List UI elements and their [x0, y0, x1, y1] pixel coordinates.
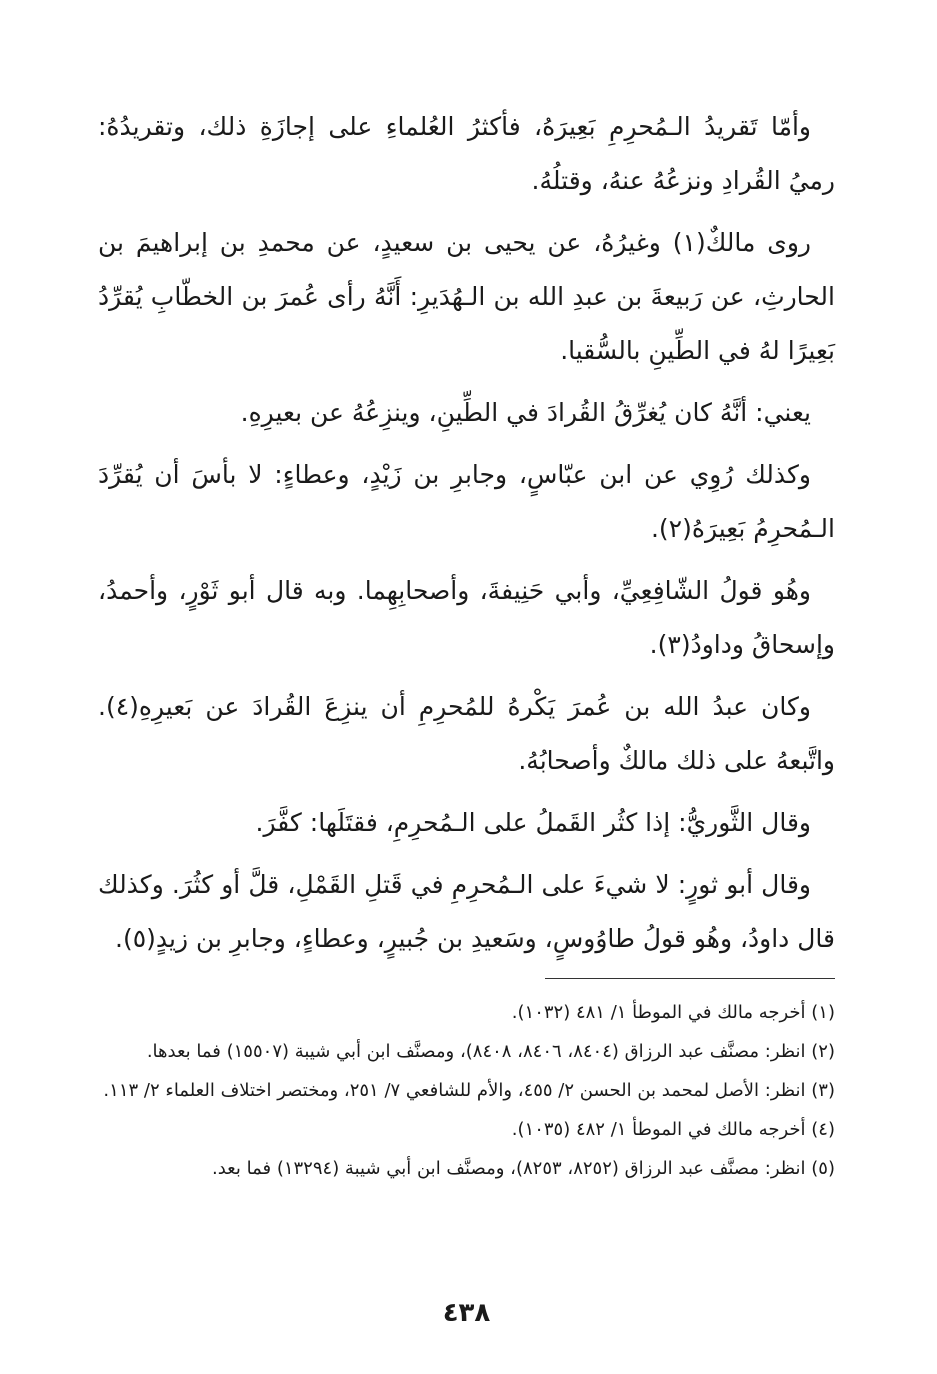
paragraph-4: وكذلك رُوِي عن ابن عبّاسٍ، وجابرِ بن زَيْدٍ، وعطاءٍ: لا بأسَ أن يُقرِّدَ الـمُحرِمُ بَعِيرَهُ(٢). [98, 460, 835, 543]
book-page [98, 100, 835, 1374]
paragraph-8: وقال أبو ثورٍ: لا شيءَ على الـمُحرِمِ في قَتلِ القَمْلِ، قلَّ أو كثُرَ. وكذلك قال داودُ، وهُو قولُ طاوُوسٍ، وسَعيدِ بن جُبيرٍ، وعطاءٍ، وجابرِ بن زيدٍ(٥). [98, 870, 835, 953]
footnote-1: (١) أخرجه مالك في الموطأ ١/ ٤٨١ (١٠٣٢). [511, 1002, 835, 1023]
footnote-divider [545, 978, 835, 979]
footnote-3: (٣) انظر: الأصل لمحمد بن الحسن ٢/ ٤٥٥، والأم للشافعي ٧/ ٢٥١، ومختصر اختلاف العلماء ٢/ ١١٣. [103, 1080, 835, 1101]
paragraph-2: روى مالكٌ(١) وغيرُهُ، عن يحيى بن سعيدٍ، عن محمدِ بن إبراهيمَ بن الحارثِ، عن رَبيعةَ بن عبدِ الله بن الـهُدَيرِ: أَنَّهُ رأى عُمرَ بن الخطّابِ يُقرِّدُ بَعِيرًا لهُ في الطِّينِ بالسُّقيا. [98, 228, 835, 365]
paragraph-3: يعني: أنَّهُ كان يُغرِّقُ القُرادَ في الطِّينِ، وينزِعُهُ عن بعيرِهِ. [240, 398, 811, 427]
paragraph-1: وأمّا تَقريدُ الـمُحرِمِ بَعِيرَهُ، فأكثرُ العُلماءِ على إجازَةِ ذلك، وتقريدُهُ: رميُ القُرادِ ونزعُهُ عنهُ، وقتلُهُ. [98, 112, 835, 195]
page-number: ٤٣٨ [442, 1298, 491, 1328]
footnotes [98, 996, 835, 1191]
paragraph-7: وقال الثَّوريُّ: إذا كثُر القَملُ على الـمُحرِمِ، فقتَلَها: كفَّرَ. [255, 808, 811, 837]
footnote-5: (٥) انظر: مصنَّف عبد الرزاق (٨٢٥٢، ٨٢٥٣)، ومصنَّف ابن أبي شيبة (١٣٢٩٤) فما بعد. [212, 1158, 835, 1179]
footnote-2: (٢) انظر: مصنَّف عبد الرزاق (٨٤٠٤، ٨٤٠٦، ٨٤٠٨)، ومصنَّف ابن أبي شيبة (١٥٥٠٧) فما بعدها. [146, 1041, 835, 1062]
main-text [98, 100, 835, 966]
footnote-4: (٤) أخرجه مالك في الموطأ ١/ ٤٨٢ (١٠٣٥). [511, 1119, 835, 1140]
paragraph-6: وكان عبدُ الله بن عُمرَ يَكْرهُ للمُحرِمِ أن ينزِعَ القُرادَ عن بَعيرِهِ(٤). واتَّبعهُ على ذلك مالكٌ وأصحابُهُ. [98, 692, 835, 775]
paragraph-5: وهُو قولُ الشّافِعِيِّ، وأبي حَنِيفةَ، وأصحابِهِما. وبه قال أبو ثَوْرٍ، وأحمدُ، وإسحاقُ وداودُ(٣). [98, 576, 835, 659]
